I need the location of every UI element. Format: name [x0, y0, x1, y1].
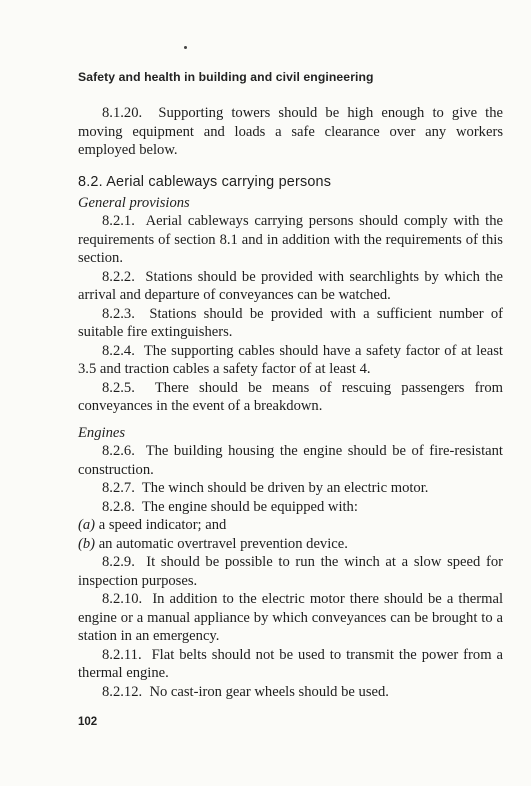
paragraph-number: 8.2.7. [102, 480, 135, 496]
paragraph-8-2-5 [78, 379, 503, 416]
paragraph-number: 8.1.20. [102, 105, 143, 121]
paragraph-text: Aerial cableways carrying persons should comply with the requirements of section 8.1 and in addition with the requirements of this section. [78, 213, 503, 266]
subheading-general-provisions: General provisions [78, 194, 190, 211]
paragraph-8-2-4 [78, 342, 503, 379]
paragraph-text: Supporting towers should be high enough to give the moving equipment and loads a safe clearance over any workers employed below. [78, 105, 503, 158]
list-text: a speed indicator; and [98, 517, 227, 533]
paragraph-text: Flat belts should not be used to transmit the power from a thermal engine. [78, 646, 504, 681]
paragraph-number: 8.2.6. [102, 443, 135, 459]
paragraph-text: Stations should be provided with searchlights by which the arrival and departure of conveyances can be watched. [78, 268, 503, 303]
paragraph-8-2-10 [78, 590, 503, 646]
paragraph-text: There should be means of rescuing passengers from conveyances in the event of a breakdown. [78, 379, 503, 414]
paragraph-number: 8.2.4. [102, 342, 135, 359]
paragraph-number: 8.2.2. [102, 268, 135, 285]
subheading-engines: Engines [78, 424, 126, 441]
paragraph-text: The engine should be equipped with: [141, 498, 358, 515]
paragraph-number: 8.2.3. [102, 305, 135, 322]
paragraph-number: 8.2.11. [102, 646, 142, 663]
paragraph-8-2-3 [78, 305, 503, 342]
paragraph-8-1-20 [78, 104, 503, 160]
paragraph-text: The building housing the engine should be of fire-resistant construction. [78, 443, 503, 478]
paragraph-number: 8.2.9. [102, 554, 135, 570]
paragraph-8-2-8 [78, 498, 503, 517]
paragraph-text: It should be possible to run the winch at a slow speed for inspection purposes. [78, 554, 503, 589]
paragraph-8-2-6 [78, 442, 503, 479]
paragraph-text: Stations should be provided with a sufficient number of suitable fire extinguishers. [78, 305, 504, 340]
paragraph-8-2-1 [78, 212, 503, 268]
paragraph-number: 8.2.10. [102, 591, 143, 607]
paragraph-text: No cast-iron gear wheels should be used. [149, 683, 389, 700]
list-item-a [78, 516, 503, 535]
paragraph-number: 8.2.12. [102, 683, 143, 700]
paragraph-number: 8.2.8. [102, 498, 135, 515]
paragraph-8-2-2 [78, 268, 503, 305]
paragraph-number: 8.2.1. [102, 213, 135, 229]
list-item-b [78, 535, 503, 554]
list-marker: (b) [78, 535, 96, 552]
running-head: Safety and health in building and civil engineering [78, 70, 374, 84]
paragraph-text: The winch should be driven by an electric motor. [141, 480, 429, 496]
section-heading: 8.2. Aerial cableways carrying persons [78, 173, 332, 190]
page-number: 102 [78, 716, 98, 728]
paragraph-number: 8.2.5. [102, 379, 135, 396]
paragraph-text: In addition to the electric motor there should be a thermal engine or a manual appliance by which conveyances can be brought to a station in an emergency. [78, 591, 504, 644]
list-marker: (a) [78, 517, 96, 533]
list-text: an automatic overtravel prevention device. [98, 535, 348, 552]
paragraph-8-2-9 [78, 553, 503, 590]
body-text [78, 104, 503, 701]
paragraph-8-2-11 [78, 646, 503, 683]
paragraph-8-2-7 [78, 479, 503, 498]
document-page [78, 0, 503, 786]
paragraph-8-2-12 [78, 683, 503, 702]
paragraph-text: The supporting cables should have a safety factor of at least 3.5 and traction cables a safety factor of at least 4. [78, 342, 503, 377]
